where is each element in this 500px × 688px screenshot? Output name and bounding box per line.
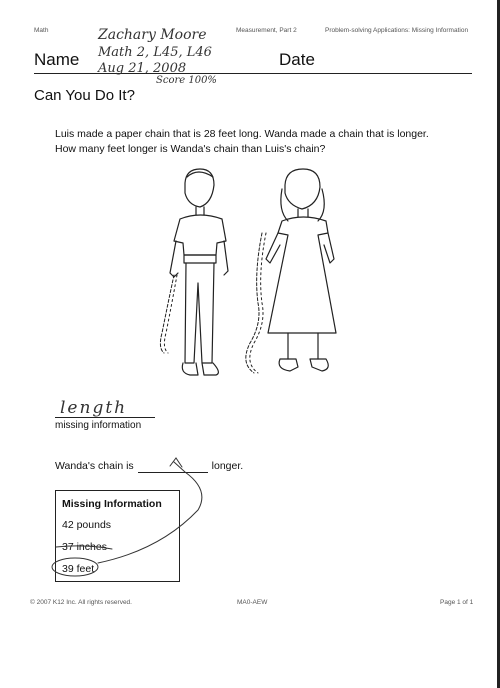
strike-mark <box>56 546 112 549</box>
copyright-text: © 2007 K12 Inc. All rights reserved. <box>30 599 132 606</box>
name-label: Name <box>34 50 80 69</box>
answer-link-curve <box>98 462 202 563</box>
missing-info-heading: Missing Information <box>62 498 162 510</box>
unit-label: Measurement, Part 2 <box>236 27 297 34</box>
sentence-prefix: Wanda's chain is <box>55 460 134 472</box>
kids-with-chains-illustration <box>150 163 365 388</box>
score-note: Score 100% <box>156 75 217 86</box>
problem-line-2: How many feet longer is Wanda's chain than Luis's chain? <box>55 143 326 155</box>
answer-caption: missing information <box>55 420 142 431</box>
subject-label: Math <box>34 27 49 34</box>
page-number: Page 1 of 1 <box>440 599 474 606</box>
handwritten-answer: length <box>60 398 128 418</box>
topic-label: Problem-solving Applications: Missing Information <box>325 27 469 34</box>
option-39-feet[interactable]: 39 feet <box>62 563 95 575</box>
student-name: Zachary Moore <box>98 27 207 43</box>
pencil-marks <box>50 450 210 590</box>
doc-code: MA0-AEW <box>237 599 268 606</box>
problem-line-1: Luis made a paper chain that is 28 feet long. Wanda made a chain that is longer. <box>55 128 429 140</box>
girl-paper-chain <box>246 233 266 373</box>
option-42-pounds[interactable]: 42 pounds <box>62 519 112 531</box>
handwritten-date: Aug 21, 2008 <box>98 61 187 76</box>
caret-mark <box>170 458 182 467</box>
page-title: Can You Do It? <box>34 87 135 104</box>
answer-blank-line <box>55 417 155 418</box>
boy-paper-chain <box>160 275 177 353</box>
girl-figure <box>266 169 336 371</box>
date-label: Date <box>279 50 315 69</box>
boy-figure <box>170 169 228 375</box>
class-note: Math 2, L45, L46 <box>98 45 212 60</box>
option-37-inches[interactable]: 37 inches <box>62 541 107 553</box>
sentence-suffix: longer. <box>211 460 244 472</box>
problem-text <box>55 127 485 157</box>
answer-circle-mark <box>52 558 98 576</box>
